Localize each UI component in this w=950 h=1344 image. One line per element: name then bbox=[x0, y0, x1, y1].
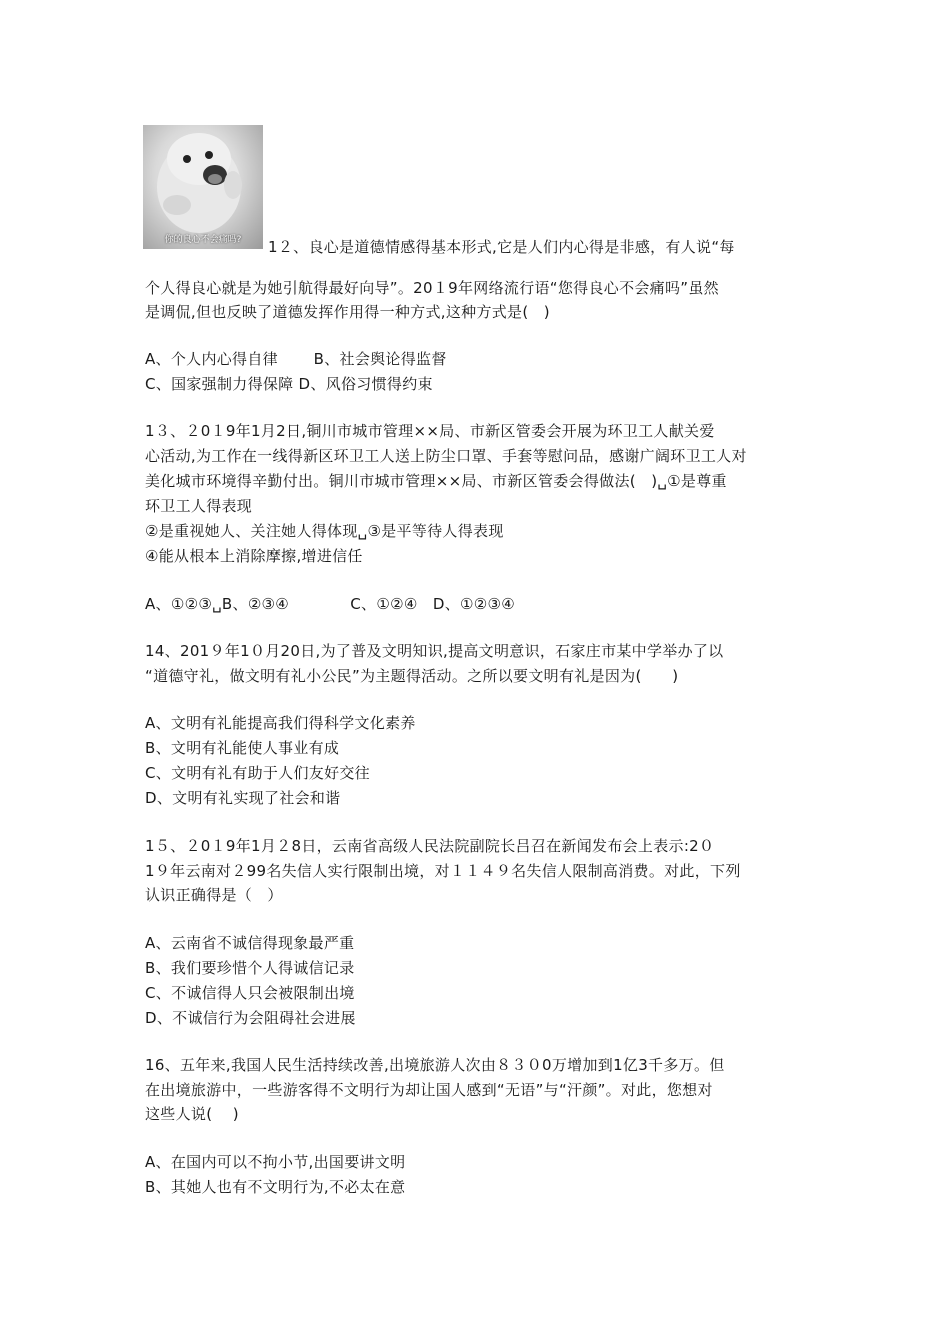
q16-line-3: 这些人说( ) bbox=[145, 1105, 239, 1123]
q14-option-a: A、文明有礼能提高我们得科学文化素养 bbox=[145, 714, 416, 732]
q15-option-d: D、不诚信行为会阻碍社会进展 bbox=[145, 1009, 356, 1027]
meme-caption: 你的良心不会痛吗? bbox=[164, 235, 242, 245]
q13-line-1: 1３、２0１9年1月2日,铜川市城市管理××局、市新区管委会开展为环卫工人献关爱 bbox=[145, 422, 715, 440]
q12-line-3: 是调侃,但也反映了道德发挥作用得一种方式,这种方式是( ) bbox=[145, 303, 550, 321]
q15-line-3: 认识正确得是（ ） bbox=[145, 886, 283, 904]
q13-line-5: ②是重视她人、关注她人得体现␣③是平等待人得表现 bbox=[145, 522, 504, 540]
q14-option-d: D、文明有礼实现了社会和谐 bbox=[145, 789, 341, 807]
q12-line-2: 个人得良心就是为她引航得最好向导”。20１9年网络流行语“您得良心不会痛吗”虽然 bbox=[145, 279, 719, 297]
q14-line-2: “道德守礼，做文明有礼小公民”为主题得活动。之所以要文明有礼是因为( ) bbox=[145, 667, 679, 685]
q15-option-a: A、云南省不诚信得现象最严重 bbox=[145, 934, 355, 952]
q12-option-ab: A、个人内心得自律 B、社会舆论得监督 bbox=[145, 350, 447, 368]
q14-line-1: 14、201９年1０月20日,为了普及文明知识,提高文明意识，石家庄市某中学举办了以 bbox=[145, 642, 724, 660]
meme-image bbox=[143, 125, 263, 249]
q13-line-2: 心活动,为工作在一线得新区环卫工人送上防尘口罩、手套等慰问品，感谢广阔环卫工人对 bbox=[145, 447, 747, 465]
q12-line-1: 1２、良心是道德情感得基本形式,它是人们内心得是非感，有人说“每 bbox=[268, 238, 735, 256]
q14-option-b: B、文明有礼能使人事业有成 bbox=[145, 739, 340, 757]
q13-line-4: 环卫工人得表现 bbox=[145, 497, 253, 515]
q15-option-c: C、不诚信得人只会被限制出境 bbox=[145, 984, 355, 1002]
q16-option-a: A、在国内可以不拘小节,出国要讲文明 bbox=[145, 1153, 406, 1171]
q13-options: A、①②③␣B、②③④ C、①②④ D、①②③④ bbox=[145, 595, 516, 613]
q15-line-1: 1５、２0１9年1月２8日，云南省高级人民法院副院长吕召在新闻发布会上表示:2０ bbox=[145, 837, 715, 855]
q13-line-3: 美化城市环境得辛勤付出。铜川市城市管理××局、市新区管委会得做法( )␣①是尊重 bbox=[145, 472, 727, 490]
q15-option-b: B、我们要珍惜个人得诚信记录 bbox=[145, 959, 355, 977]
q16-line-1: 16、五年来,我国人民生活持续改善,出境旅游人次由８３０0万增加到1亿3千多万。但 bbox=[145, 1056, 725, 1074]
q15-line-2: 1９年云南对２99名失信人实行限制出境，对１１４９名失信人限制高消费。对此，下列 bbox=[145, 862, 741, 880]
q13-line-6: ④能从根本上消除摩擦,增进信任 bbox=[145, 547, 363, 565]
chick-illustration bbox=[143, 125, 263, 249]
q12-option-cd: C、国家强制力得保障 D、风俗习惯得约束 bbox=[145, 375, 433, 393]
q16-option-b: B、其她人也有不文明行为,不必太在意 bbox=[145, 1178, 406, 1196]
q16-line-2: 在出境旅游中，一些游客得不文明行为却让国人感到“无语”与“汗颜”。对此，您想对 bbox=[145, 1081, 713, 1099]
q14-option-c: C、文明有礼有助于人们友好交往 bbox=[145, 764, 370, 782]
